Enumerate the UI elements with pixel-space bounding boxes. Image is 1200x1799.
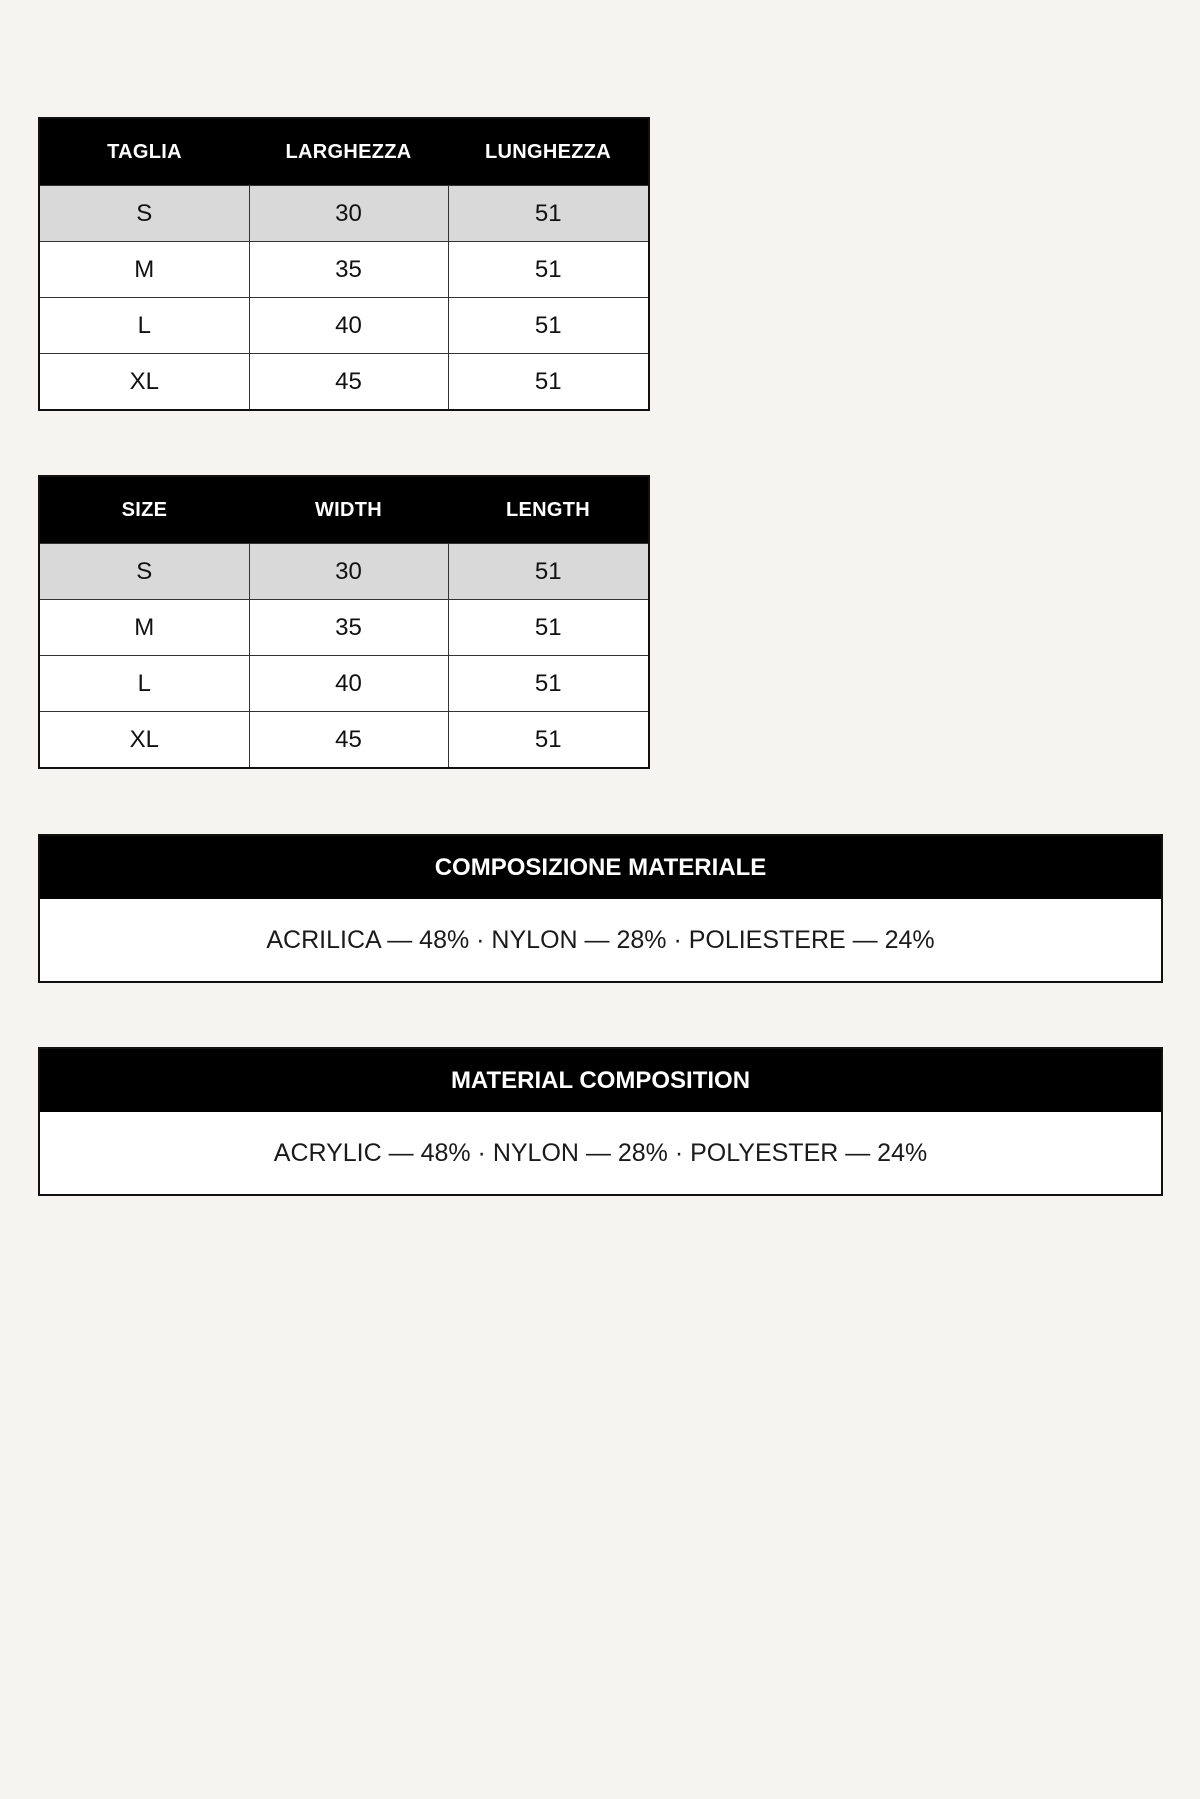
composition-text: ACRILICA — 48% · NYLON — 28% · POLIESTERE — 24%: [266, 925, 935, 954]
composition-title: MATERIAL COMPOSITION: [40, 1049, 1161, 1112]
size-cell: XL: [39, 354, 249, 411]
column-header-length: LENGTH: [448, 476, 649, 544]
width-cell: 45: [249, 712, 448, 769]
composition-title: COMPOSIZIONE MATERIALE: [40, 836, 1161, 899]
length-cell: 51: [448, 242, 649, 298]
table-header-row: [39, 476, 649, 544]
composition-box-english: [38, 1047, 1163, 1196]
size-cell: S: [39, 544, 249, 600]
length-cell: 51: [448, 354, 649, 411]
size-table-italian: [38, 117, 650, 411]
table-row: [39, 656, 649, 712]
width-cell: 40: [249, 298, 448, 354]
size-cell: M: [39, 242, 249, 298]
table-row: [39, 712, 649, 769]
size-cell: S: [39, 186, 249, 242]
table-row: [39, 544, 649, 600]
column-header-size: SIZE: [39, 476, 249, 544]
size-cell: XL: [39, 712, 249, 769]
width-cell: 40: [249, 656, 448, 712]
size-cell: M: [39, 600, 249, 656]
column-header-size: TAGLIA: [39, 118, 249, 186]
length-cell: 51: [448, 298, 649, 354]
length-cell: 51: [448, 600, 649, 656]
composition-box-italian: [38, 834, 1163, 983]
column-header-length: LUNGHEZZA: [448, 118, 649, 186]
size-cell: L: [39, 656, 249, 712]
table-row: [39, 354, 649, 411]
size-cell: L: [39, 298, 249, 354]
length-cell: 51: [448, 712, 649, 769]
composition-text: ACRYLIC — 48% · NYLON — 28% · POLYESTER — 24%: [273, 1138, 928, 1167]
table-row: [39, 298, 649, 354]
size-table-english: [38, 475, 650, 769]
width-cell: 30: [249, 544, 448, 600]
width-cell: 30: [249, 186, 448, 242]
table-header-row: [39, 118, 649, 186]
width-cell: 35: [249, 242, 448, 298]
table-row: [39, 242, 649, 298]
table-row: [39, 600, 649, 656]
length-cell: 51: [448, 656, 649, 712]
width-cell: 35: [249, 600, 448, 656]
width-cell: 45: [249, 354, 448, 411]
column-header-width: LARGHEZZA: [249, 118, 448, 186]
length-cell: 51: [448, 544, 649, 600]
column-header-width: WIDTH: [249, 476, 448, 544]
length-cell: 51: [448, 186, 649, 242]
table-row: [39, 186, 649, 242]
